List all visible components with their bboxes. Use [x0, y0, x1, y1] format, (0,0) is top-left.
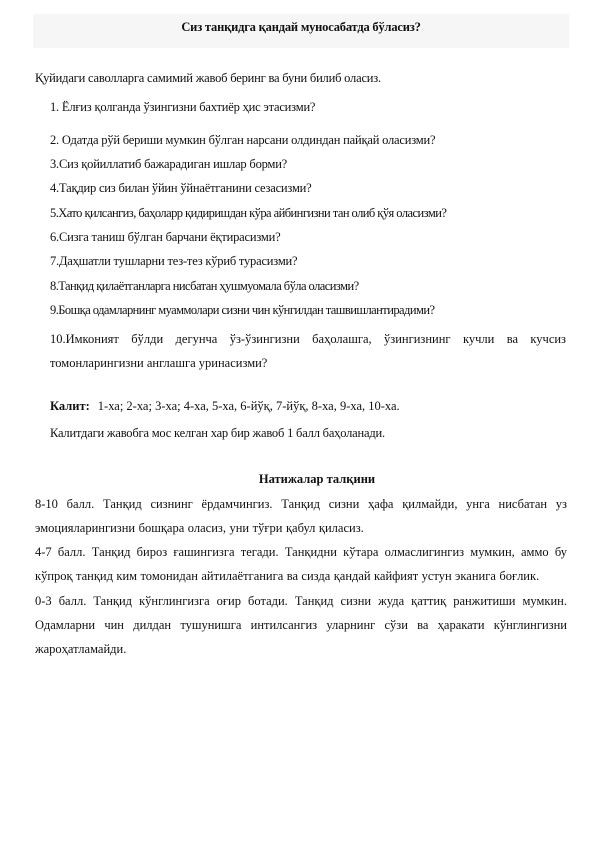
- question-9: 9.Бошқа одамларнинг муаммолари сизни чин кўнгилдан ташвишлантирадими?: [50, 303, 435, 317]
- page-title: Сиз танқидга қандай муносабатда бўласиз?: [181, 20, 421, 34]
- question-10: 10.Имконият бўлди дегунча ўз-ўзингизни баҳолашга, ўзингизнинг кучли ва кучсиз томонларингизни англашга уринасизми?: [50, 332, 566, 370]
- result-0-3: 0-3 балл. Танқид кўнглингизга оғир ботади. Танқид сизни жуда қаттиқ ранжитиши мумкин. Одамларни чин дилдан тушунишга интилсангиз уларнинг сўзи ва ҳаракати кўнглингизни жароҳатламайди.: [35, 594, 567, 656]
- result-8-10: 8-10 балл. Танқид сизнинг ёрдамчингиз. Танқид сизни ҳафа қилмайди, унга нисбатан уз эмоцияларингизни бошқара оласиз, уни тўғри қабул қиласиз.: [35, 497, 567, 535]
- question-7: 7.Даҳшатли тушларни тез-тез кўриб турасизми?: [50, 254, 298, 268]
- question-8: 8.Танқид қилаётганларга нисбатан ҳушмуомала бўла оласизми?: [50, 279, 359, 293]
- results-title: Натижалар талқини: [258, 472, 376, 486]
- intro-text: Қуйидаги саволларга самимий жавоб беринг ва буни билиб оласиз.: [35, 71, 381, 85]
- answer-key-label: Калит:: [50, 399, 90, 413]
- question-5: 5.Хато қилсангиз, баҳоларр қидиришдан кўра айбингизни тан олиб қўя оласизми?: [50, 206, 447, 220]
- question-1: 1. Ёлғиз қолганда ўзингизни бахтиёр ҳис этасизми?: [50, 100, 316, 114]
- question-3: 3.Сиз қойиллатиб бажарадиган ишлар борми?: [50, 157, 288, 171]
- question-2: 2. Одатда рўй бериши мумкин бўлган нарсани олдиндан пайқай оласизми?: [50, 133, 436, 147]
- question-4: 4.Тақдир сиз билан ўйин ўйнаётганини сезасизми?: [50, 181, 312, 195]
- answer-key: [50, 399, 400, 414]
- result-4-7: 4-7 балл. Танқид бироз ғашингизга тегади. Танқидни кўтара олмаслигингиз мумкин, аммо бу кўпроқ танқид ким томонидан айтилаётганига ва сизда қандай кайфият устун эканига боғлик.: [35, 545, 567, 583]
- question-6: 6.Сизга таниш бўлган барчани ёқтирасизми?: [50, 230, 281, 244]
- answer-key-values: 1-ха; 2-ха; 3-ха; 4-ха, 5-ха, 6-йўқ, 7-йўқ, 8-ха, 9-ха, 10-ха.: [97, 399, 400, 413]
- answer-key-note: Калитдаги жавобга мос келган хар бир жавоб 1 балл баҳоланади.: [50, 426, 385, 440]
